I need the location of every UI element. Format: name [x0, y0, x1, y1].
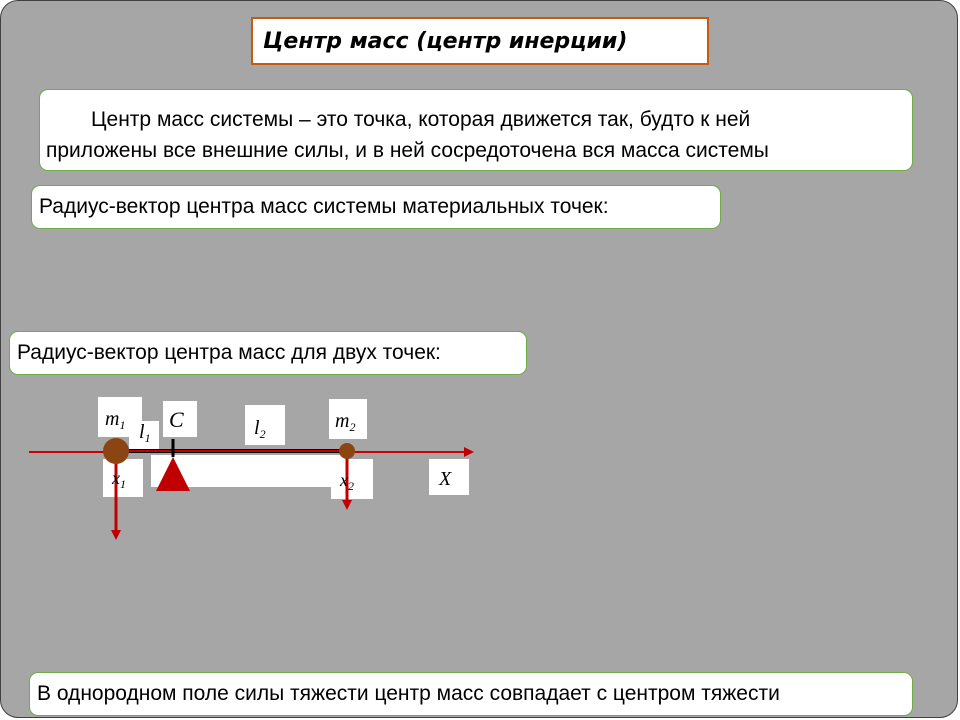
radius-vector-system-text: Радиус-вектор центра масс системы материальных точек:: [39, 195, 609, 218]
title-box: [251, 17, 709, 65]
definition-line-1: Центр масс системы – это точка, которая движется так, будто к ней: [91, 108, 751, 131]
definition-box: [39, 89, 913, 171]
arm-2-label: $l_2$: [254, 417, 266, 441]
gravity-note-box: [29, 672, 913, 716]
gravity-note-text: В однородном поле силы тяжести центр масс совпадает с центром тяжести: [37, 682, 780, 705]
arm-1-label: $l_1$: [139, 421, 151, 445]
radius-vector-system-box: [31, 185, 721, 229]
definition-line-2: приложены все внешние силы, и в ней сосредоточена вся масса системы: [46, 139, 769, 162]
mass-2-ball: [339, 443, 355, 459]
radius-vector-two-text: Радиус-вектор центра масс для двух точек:: [17, 341, 441, 364]
coord-2-label: $x_2$: [340, 470, 354, 493]
radius-vector-two-box: [9, 331, 527, 375]
axis-x-label: X: [439, 468, 452, 490]
lever-diagram: [1, 381, 501, 561]
mass-1-ball: [103, 438, 129, 464]
center-label: C: [169, 407, 184, 432]
coord-1-label: $x_1$: [112, 468, 126, 491]
mass-2-label: $m_2$: [335, 410, 356, 434]
slide-title: Центр масс (центр инерции): [263, 28, 628, 54]
mass-1-label: $m_1$: [105, 408, 126, 432]
